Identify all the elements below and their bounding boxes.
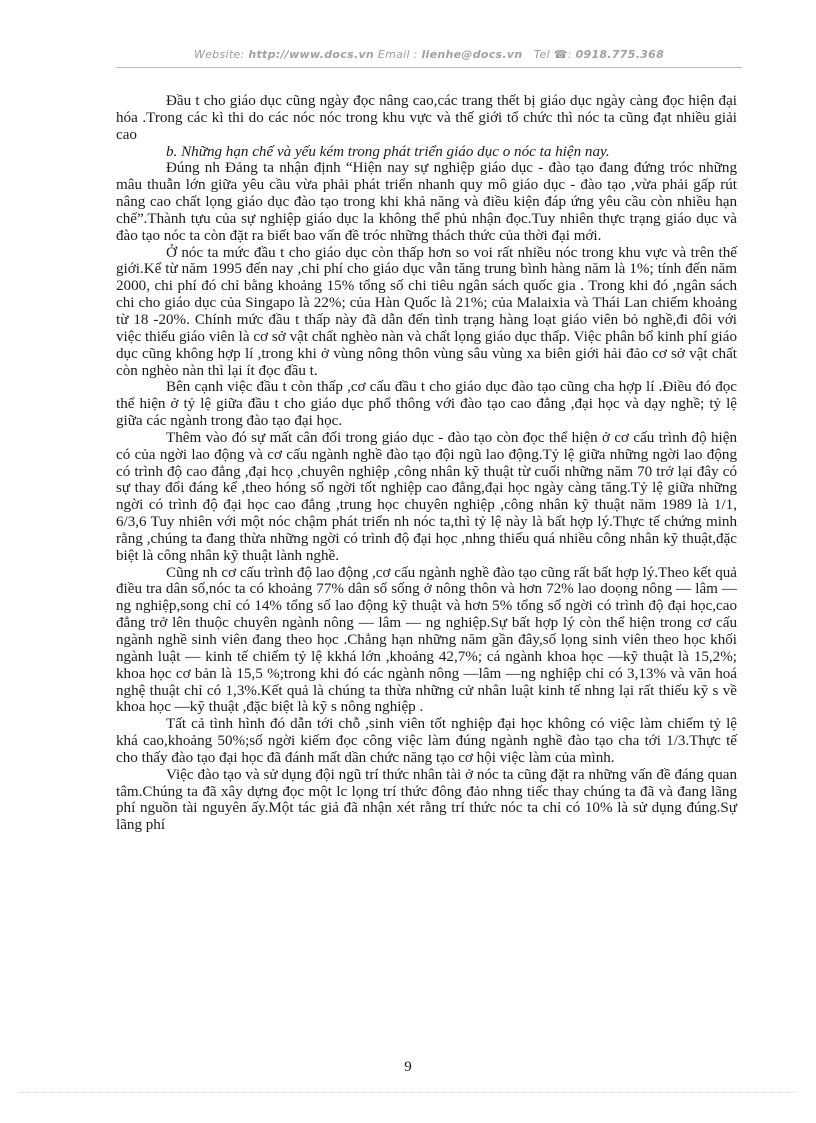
section-heading-b: b. Những hạn chế và yếu kém trong phát triển giáo dục o nóc ta hiện nay. (166, 143, 610, 160)
paragraph-6: Cũng nh cơ cấu trình độ lao động ,cơ cấu ngành nghề đào tạo cũng rất bất hợp lý.Theo kết quả điều tra dân số,nóc ta có khoảng 77% dân số sống ở nông thôn và hơn 72% lao doọng nông — lâm — ng nghiệp,song chỉ có 14% tổng số lao động kỹ thuật và hơn 5% tổng số ngời có trình độ đại học,cao đẳng trở lên thuộc chuyên ngành nông — lâm — ng nghiệp.Sự bất hợp lý còn thể hiện trong cơ cấu ngành nghề sinh viên đang theo học .Chẳng hạn những năm gần đây,số lọng sinh viên theo học khối ngành luật — kinh tế chiếm tỷ lệ kkhá lớn ,khoảng 42,7%; cá ngành khoa học —kỹ thuật là 15,2%; khoa học cơ bản là 15,5 %;trong khi đó các ngành nông —lâm —ng nghiệp chỉ có 3,13% và văn hoá nghệ thuật chỉ có 1,3%.Kết quả là chúng ta thừa những cử nhân luật kinh tế nhng lại rất thiếu kỹ s về khoa học —kỹ thuật ,đặc biệt là kỹ s nông nghiệp . (116, 564, 737, 716)
paragraph-5: Thêm vào đó sự mất cân đối trong giáo dục - đào tạo còn đọc thể hiện ở cơ cấu trình độ hiện có của ngời lao động và cơ cấu ngành nghề đào tạo đội ngũ lao động.Tỷ lệ giữa những ngời lao động có trình độ cao đẳng ,đại hcọ ,chuyên nghiệp ,công nhân kỹ thuật từ cuối những năm 70 trở lại đây có sự thay đổi đáng kể ,theo hóng số ngời tốt nghiệp cao đẳng,đại học ngày càng tăng.Tỷ lệ giữa những ngời có trình độ đại học cao đẳng ,trung học chuyên nghiệp ,công nhân kỹ thuật năm 1989 là 1/1, 6/3,6 Tuy nhiên với một nóc chậm phát triển nh nóc ta,thì tỷ lệ này là bất hợp lý.Thực tế chứng minh rằng ,chúng ta đang thừa những ngời có trình độ đại học ,nhng thiếu quá nhiều công nhân kỹ thuật,đặc biệt là công nhân kỹ thuật lành nghề. (116, 429, 737, 564)
paragraph-4: Bên cạnh việc đầu t còn thấp ,cơ cấu đầu t cho giáo dục đào tạo cũng cha hợp lí .Điều đó đọc thể hiện ở tỷ lệ giữa đầu t cho giáo dục phổ thông với đào tạo cao đẳng ,đại học và dạy nghề; tỷ lệ giữa các ngành trong đào tạo đại học. (116, 379, 737, 430)
email-link[interactable]: lienhe@docs.vn (421, 48, 523, 61)
paragraph-3: Ở nóc ta mức đầu t cho giáo dục còn thấp hơn so voi rất nhiều nóc trong khu vực và trên thế giới.Kể từ năm 1995 đến nay ,chi phí cho giáo dục vẫn tăng trung bình hàng năm là 1%; tính đến năm 2000, chi phí đó chỉ bằng khoảng 15% tổng số chi tiêu ngân sách quốc gia . Trong khi đó ,ngân sách chi cho giáo dục của Singapo là 22%; của Hàn Quốc là 21%; của Malaixia và Thái Lan chiếm khoảng từ 18 -20%. Chính mức đầu t thấp này đã dẫn đến tình trạng hàng loạt giáo viên bỏ nghề,đi đôi với việc thiếu giáo viên là cơ sở vật chất nghèo nàn và chất lọng giáo dục thấp. Việc phân bổ kinh phí giáo dục cũng không hợp lí ,trong khi ở vùng nông thôn vùng sâu vùng xa biên giới hải đảo cơ sở vật chất còn nghèo nàn thì lại ít đọc đầu t. (116, 244, 737, 379)
paragraph-2: Đúng nh Đảng ta nhận định “Hiện nay sự nghiệp giáo dục - đào tạo đang đứng tróc những mâu thuẫn lớn giữa yêu cầu vừa phải phát triển nhanh quy mô giáo dục - đào tạo ,vừa phải gấp rút nâng cao chất lọng giáo dục đào tạo trong khi khả năng và điều kiện đáp ứng yêu cầu còn nhiều hạn chế”.Thành tựu của sự nghiệp giáo dục la không thể phủ nhận đọc.Tuy nhiên thực trạng giáo dục và đào tạo nóc ta còn đặt ra biết bao vấn đề tróc những thách thức của thời đại mới. (116, 160, 737, 244)
page-header (116, 48, 742, 61)
header-divider (116, 67, 742, 68)
paragraph-8: Việc đào tạo và sử dụng đội ngũ trí thức nhân tài ở nóc ta cũng đặt ra những vấn đề đáng quan tâm.Chúng ta đã xây dựng đọc một lc lọng trí thức đông đảo nhng tiếc thay chúng ta đã và đang lãng phí nguồn tài nguyên ấy.Một tác giả đã nhận xét rằng trí thức nóc ta chỉ có 10% là sử dụng đúng.Sự lãng phí (116, 766, 737, 834)
phone-label: Tel ☎: (533, 48, 572, 61)
email-label: Email : (377, 48, 418, 61)
website-link[interactable]: http://www.docs.vn (248, 48, 375, 61)
paragraph-1: Đầu t cho giáo dục cũng ngày đọc nâng cao,các trang thết bị giáo dục ngày càng đọc hiện đại hóa .Trong các kì thi do các nóc nóc trong khu vực và thế giới tổ chức thì nóc ta cũng đạt nhiều giải cao (116, 93, 737, 143)
page-number: 9 (404, 1059, 412, 1075)
footer-divider (20, 1092, 796, 1093)
website-label: Website: (193, 48, 245, 61)
paragraph-7: Tất cả tình hình đó dẫn tới chỗ ,sinh viên tốt nghiệp đại học không có việc làm chiếm tỷ lệ khá cao,khoảng 50%;số ngời kiếm đọc công việc làm đúng ngành nghề đào tạo cha tới 1/3.Thực tế cho thấy đào tạo đại học đã đánh mất dần chức năng tạo cơ hội việc làm của mình. (116, 716, 737, 766)
document-body (116, 93, 737, 834)
phone-number: 0918.775.368 (575, 48, 665, 61)
